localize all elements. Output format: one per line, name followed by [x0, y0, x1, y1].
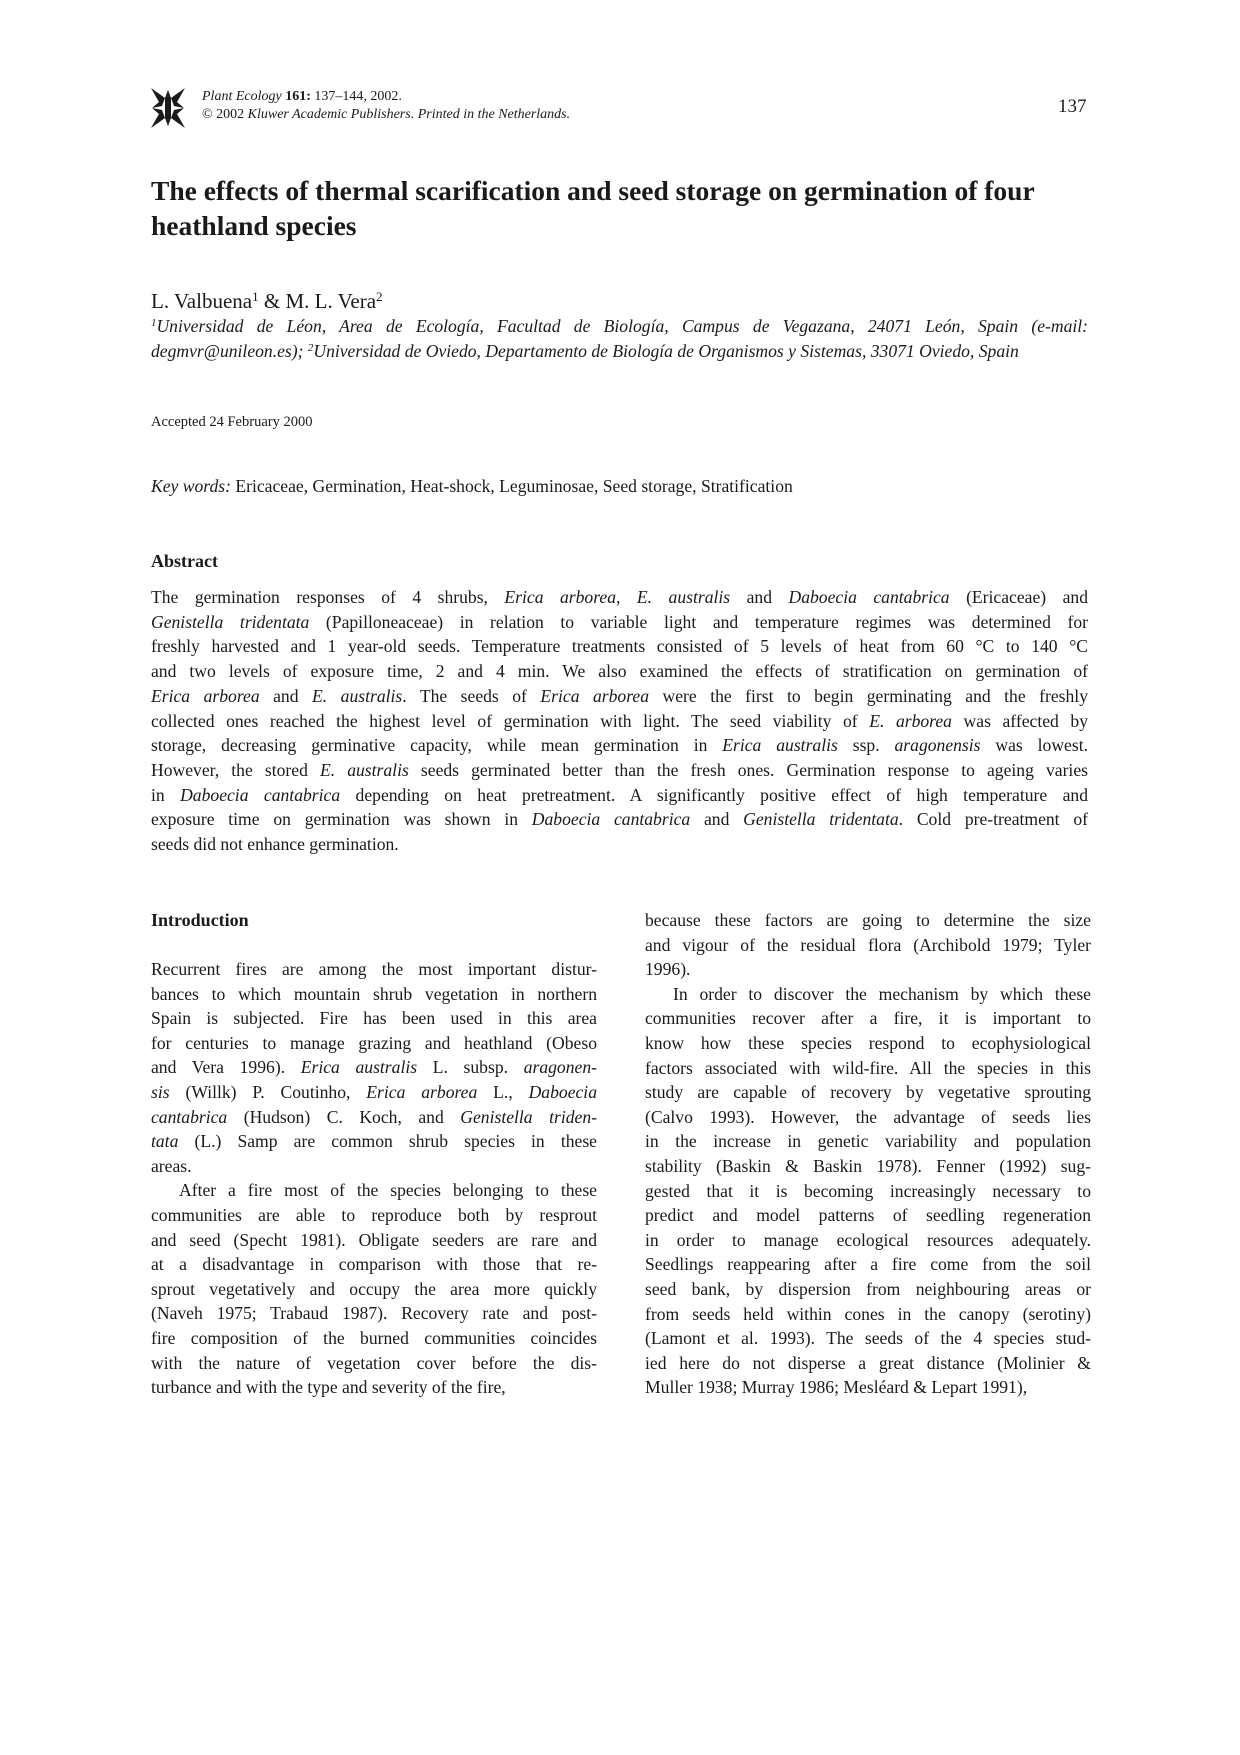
- affiliation-1-mark: 1: [151, 317, 157, 329]
- keywords-label: Key words:: [151, 476, 231, 496]
- text-line: [645, 908, 1091, 933]
- text-run: was lowest.: [980, 735, 1088, 756]
- text-run: gested that it is becoming increasingly necessary to: [645, 1180, 1091, 1201]
- text-run: for centuries to manage grazing and heathland (Obeso: [151, 1032, 597, 1053]
- abstract-body: [151, 585, 1088, 857]
- text-line: [151, 1228, 597, 1253]
- text-run: and two levels of exposure time, 2 and 4 min. We also examined the effects of stratification on germination of: [151, 661, 1088, 682]
- italic-text: Genistella triden-: [460, 1106, 597, 1127]
- text-run: in: [151, 784, 181, 805]
- italic-text: Genistella tridentata: [151, 611, 310, 632]
- text-run: Spain is subjected. Fire has been used in this area: [151, 1008, 597, 1029]
- italic-text: cantabrica: [151, 1106, 228, 1127]
- italic-text: Daboecia: [528, 1081, 597, 1102]
- text-line: [645, 1375, 1091, 1400]
- text-run: seeds germinated better than the fresh ones. Germination response to ageing varies: [408, 759, 1088, 780]
- text-line: [151, 1326, 597, 1351]
- text-line: [151, 1006, 597, 1031]
- publisher: Kluwer Academic Publishers.: [247, 107, 415, 122]
- italic-text: E. arborea: [869, 710, 952, 731]
- text-run: seeds did not enhance germination.: [151, 834, 399, 855]
- italic-text: Erica australis: [300, 1057, 418, 1078]
- journal-citation: [202, 88, 570, 124]
- italic-text: Daboecia cantabrica: [788, 587, 950, 607]
- text-run: storage, decreasing germinative capacity, while mean germination in: [151, 735, 723, 756]
- text-line: [151, 1351, 597, 1376]
- copyright-symbol: ©: [202, 107, 213, 122]
- copyright-year: 2002: [216, 107, 245, 122]
- journal-volume: 161:: [285, 89, 311, 104]
- text-run: 1996).: [645, 959, 691, 980]
- text-run: and seed (Specht 1981). Obligate seeders are rare and: [151, 1229, 597, 1250]
- text-run: predict and model patterns of seedling regeneration: [645, 1205, 1091, 1226]
- text-run: Recurrent fires are among the most important distur-: [151, 959, 597, 979]
- text-run: (Willk) P. Coutinho,: [169, 1081, 367, 1102]
- text-run: ied here do not disperse a great distance (Molinier &: [645, 1352, 1091, 1373]
- text-run: (Lamont et al. 1993). The seeds of the 4 species stud-: [645, 1328, 1091, 1349]
- italic-text: E. australis: [636, 587, 731, 607]
- italic-text: Daboecia cantabrica: [531, 809, 691, 830]
- italic-text: sis: [151, 1081, 170, 1102]
- text-line: [645, 982, 1091, 1007]
- text-line: [151, 684, 1088, 709]
- text-run: fire composition of the burned communities coincides: [151, 1327, 597, 1348]
- text-line: [151, 758, 1088, 783]
- text-run: (Papilloneaceae) in relation to variable light and temperature regimes was determined for: [309, 611, 1088, 632]
- text-line: [151, 783, 1088, 808]
- text-run: communities are able to reproduce both by resprout: [151, 1204, 597, 1225]
- text-run: and: [730, 587, 789, 607]
- text-run: collected ones reached the highest level of germination with light. The seed viability of: [151, 710, 870, 731]
- text-line: [645, 1080, 1091, 1105]
- printed-note: Printed in the Netherlands.: [417, 107, 571, 122]
- text-line: [645, 1302, 1091, 1327]
- italic-text: Erica arborea: [504, 587, 617, 607]
- text-run: factors associated with wild-fire. All the species in this: [645, 1057, 1091, 1078]
- text-run: (L.) Samp are common shrub species in these: [178, 1131, 597, 1152]
- text-line: [151, 733, 1088, 758]
- text-run: ,: [616, 587, 637, 607]
- text-run: (Hudson) C. Koch, and: [227, 1106, 461, 1127]
- author-1-affiliation-mark: 1: [252, 288, 259, 304]
- text-line: [645, 957, 1091, 982]
- introduction-right-column: [645, 908, 1091, 1400]
- text-line: [645, 1351, 1091, 1376]
- text-run: freshly harvested and 1 year-old seeds. Temperature treatments consisted of 5 levels of heat from 60 °C to 140 °C: [151, 636, 1088, 657]
- text-run: seed bank, by dispersion from neighbouring areas or: [645, 1278, 1091, 1299]
- text-run: was affected by: [951, 710, 1088, 731]
- italic-text: aragonen-: [523, 1057, 597, 1078]
- text-line: [645, 1203, 1091, 1228]
- text-line: [151, 807, 1088, 832]
- text-line: [151, 1055, 597, 1080]
- text-line: [645, 1228, 1091, 1253]
- text-line: [151, 610, 1088, 635]
- text-line: [151, 982, 597, 1007]
- text-run: were the first to begin germinating and the freshly: [649, 685, 1088, 706]
- text-line: [151, 1178, 597, 1203]
- text-line: [151, 1031, 597, 1056]
- text-line: [645, 1326, 1091, 1351]
- text-run: and Vera 1996).: [151, 1057, 301, 1078]
- accepted-date: Accepted 24 February 2000: [151, 414, 313, 430]
- italic-text: tata: [151, 1131, 179, 1152]
- affiliation-2: Universidad de Oviedo, Departamento de Biología de Organismos y Sistemas, 33071 Oviedo, Spain: [313, 341, 1019, 361]
- text-line: [645, 1179, 1091, 1204]
- author-separator: &: [258, 289, 286, 313]
- text-run: because these factors are going to determine the size: [645, 910, 1091, 930]
- kluwer-logo-icon: [150, 86, 186, 130]
- text-run: (Ericaceae) and: [949, 587, 1089, 607]
- text-run: bances to which mountain shrub vegetation in northern: [151, 983, 597, 1004]
- text-line: [151, 1080, 597, 1105]
- italic-text: Daboecia cantabrica: [180, 784, 341, 805]
- text-run: in order to manage ecological resources adequately.: [645, 1229, 1091, 1250]
- text-line: [645, 1056, 1091, 1081]
- journal-pages: 137–144, 2002.: [314, 89, 402, 104]
- article-title: The effects of thermal scarification and seed storage on germination of four heathland species: [151, 175, 1035, 241]
- introduction-left-column: [151, 957, 597, 1400]
- text-line: [151, 585, 1088, 610]
- text-line: [645, 1252, 1091, 1277]
- text-line: [645, 1154, 1091, 1179]
- text-line: [151, 1129, 597, 1154]
- author-1: L. Valbuena: [151, 289, 253, 313]
- text-line: [645, 1277, 1091, 1302]
- italic-text: Erica australis: [722, 735, 838, 756]
- author-2: M. L. Vera: [285, 289, 377, 313]
- text-run: The germination responses of 4 shrubs,: [151, 587, 505, 607]
- journal-line-2: [202, 106, 570, 124]
- text-line: [645, 933, 1091, 958]
- text-line: [645, 1031, 1091, 1056]
- italic-text: Erica arborea: [540, 685, 650, 706]
- italic-text: Erica arborea: [151, 685, 260, 706]
- text-run: sprout vegetatively and occupy the area more quickly: [151, 1278, 597, 1299]
- text-run: ssp.: [837, 735, 895, 756]
- page-number: 137: [1058, 96, 1087, 117]
- text-run: areas.: [151, 1155, 192, 1176]
- text-run: . Cold pre-treatment of: [898, 809, 1088, 830]
- affiliation-1: Universidad de Léon, Area de Ecología, Facultad de Biología, Campus de Vegazana, 24071 León, Spain (e-mail: degmvr@unileon.es);: [151, 316, 1088, 361]
- text-line: [151, 1252, 597, 1277]
- italic-text: E. australis: [312, 685, 403, 706]
- text-run: turbance and with the type and severity of the fire,: [151, 1377, 506, 1398]
- keywords: [151, 476, 793, 497]
- text-run: Muller 1938; Murray 1986; Mesléard & Lepart 1991),: [645, 1377, 1028, 1398]
- italic-text: E. australis: [319, 759, 409, 780]
- introduction-heading: Introduction: [151, 910, 249, 930]
- abstract-heading: Abstract: [151, 551, 218, 571]
- text-run: know how these species respond to ecophysiological: [645, 1032, 1091, 1053]
- text-line: [151, 709, 1088, 734]
- affiliation-2-mark: 2: [307, 342, 314, 354]
- keywords-list: Ericaceae, Germination, Heat-shock, Leguminosae, Seed storage, Stratification: [230, 476, 793, 496]
- author-2-affiliation-mark: 2: [376, 288, 383, 304]
- text-run: and vigour of the residual flora (Archibold 1979; Tyler: [645, 934, 1091, 955]
- text-line: [151, 832, 1088, 857]
- text-run: Seedlings reappearing after a fire come from the soil: [645, 1254, 1091, 1275]
- text-run: stability (Baskin & Baskin 1978). Fenner (1992) sug-: [645, 1155, 1091, 1176]
- text-line: [645, 1105, 1091, 1130]
- affiliations: [151, 314, 1088, 364]
- text-line: [151, 1301, 597, 1326]
- text-line: [151, 1154, 597, 1179]
- text-run: After a fire most of the species belonging to these: [179, 1180, 597, 1201]
- text-run: study are capable of recovery by vegetative sprouting: [645, 1082, 1091, 1103]
- text-run: from seeds held within cones in the canopy (serotiny): [645, 1303, 1091, 1324]
- text-run: L. subsp.: [417, 1057, 524, 1078]
- italic-text: Genistella tridentata: [743, 809, 899, 830]
- text-run: and: [690, 809, 744, 830]
- text-run: with the nature of vegetation cover before the dis-: [151, 1352, 597, 1373]
- journal-name: Plant Ecology: [202, 89, 282, 104]
- italic-text: Erica arborea: [366, 1081, 478, 1102]
- text-line: [645, 1006, 1091, 1031]
- text-run: L.,: [477, 1081, 529, 1102]
- text-run: depending on heat pretreatment. A significantly positive effect of high temperature and: [340, 784, 1088, 805]
- text-line: [151, 1203, 597, 1228]
- text-line: [151, 1105, 597, 1130]
- text-line: [645, 1129, 1091, 1154]
- text-line: [151, 1277, 597, 1302]
- author-line: [151, 289, 383, 314]
- text-line: [151, 957, 597, 982]
- text-line: [151, 634, 1088, 659]
- text-run: . The seeds of: [402, 685, 541, 706]
- italic-text: aragonensis: [894, 735, 981, 756]
- journal-line-1: [202, 88, 570, 106]
- text-run: In order to discover the mechanism by which these: [673, 983, 1091, 1004]
- text-run: (Naveh 1975; Trabaud 1987). Recovery rate and post-: [151, 1303, 597, 1324]
- text-run: at a disadvantage in comparison with those that re-: [151, 1254, 597, 1275]
- text-run: However, the stored: [151, 759, 320, 780]
- text-run: and: [259, 685, 313, 706]
- text-run: communities recover after a fire, it is important to: [645, 1008, 1091, 1029]
- text-run: (Calvo 1993). However, the advantage of seeds lies: [645, 1106, 1091, 1127]
- text-run: in the increase in genetic variability and population: [645, 1131, 1091, 1152]
- text-line: [151, 659, 1088, 684]
- text-run: exposure time on germination was shown in: [151, 809, 532, 830]
- text-line: [151, 1375, 597, 1400]
